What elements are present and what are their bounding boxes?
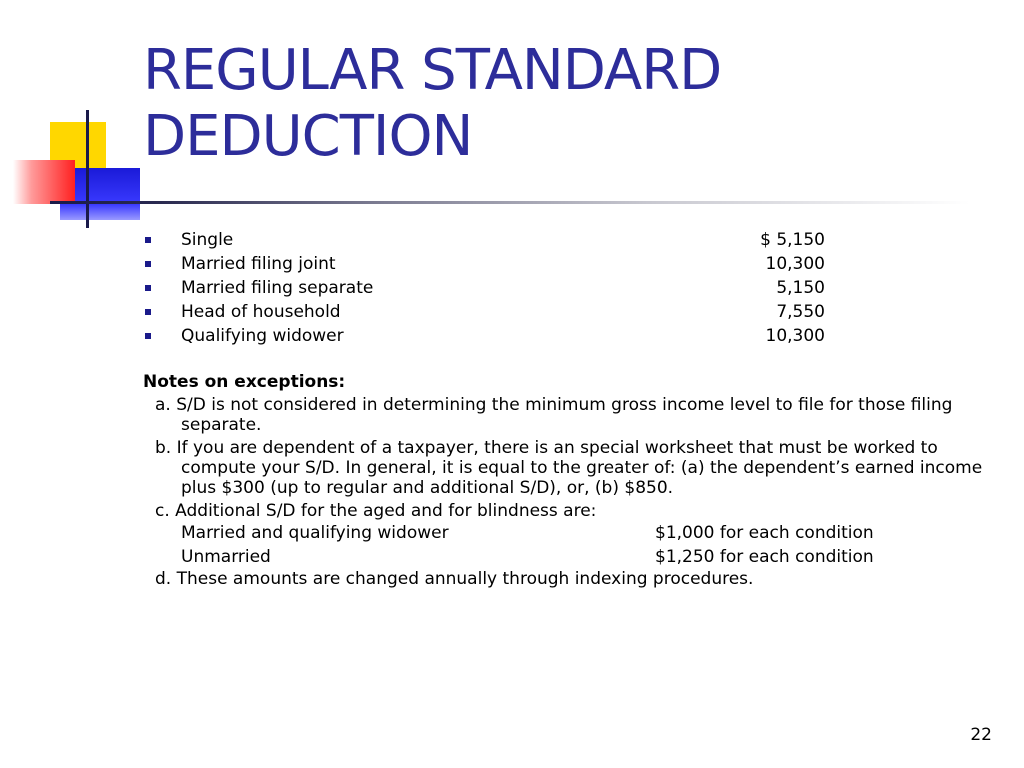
list-item bbox=[143, 300, 843, 324]
condition-label: Married and qualifying widower bbox=[181, 523, 449, 543]
square-bullet-icon bbox=[145, 285, 151, 291]
deduction-amount: 10,300 bbox=[765, 326, 825, 346]
condition-label: Unmarried bbox=[181, 547, 271, 567]
condition-row bbox=[143, 545, 1003, 569]
condition-amount: $1,000 for each condition bbox=[655, 523, 874, 543]
title-underline bbox=[50, 201, 970, 204]
page-number: 22 bbox=[970, 725, 992, 745]
deduction-amount: 10,300 bbox=[765, 254, 825, 274]
list-item bbox=[143, 252, 843, 276]
list-item bbox=[143, 228, 843, 252]
list-item bbox=[143, 276, 843, 300]
vertical-rule-decoration bbox=[86, 110, 89, 228]
square-bullet-icon bbox=[145, 261, 151, 267]
square-bullet-icon bbox=[145, 309, 151, 315]
note-d: d. These amounts are changed annually through indexing procedures. bbox=[155, 569, 754, 589]
filing-status-label: Head of household bbox=[181, 302, 341, 322]
filing-status-label: Married filing separate bbox=[181, 278, 374, 298]
list-item bbox=[143, 324, 843, 348]
red-square-decoration bbox=[13, 160, 75, 204]
filing-status-label: Single bbox=[181, 230, 234, 250]
notes-heading: Notes on exceptions: bbox=[143, 372, 346, 392]
exception-notes bbox=[143, 372, 1003, 592]
note-a: a. S/D is not considered in determining the minimum gross income level to file for those filing separate. bbox=[155, 395, 953, 435]
condition-row bbox=[143, 521, 1003, 545]
note-c: c. Additional S/D for the aged and for blindness are: bbox=[155, 501, 597, 521]
condition-amount: $1,250 for each condition bbox=[655, 547, 874, 567]
filing-status-label: Qualifying widower bbox=[181, 326, 344, 346]
deduction-amount: 7,550 bbox=[776, 302, 825, 322]
deduction-amount: 5,150 bbox=[776, 278, 825, 298]
filing-status-label: Married filing joint bbox=[181, 254, 336, 274]
note-b: b. If you are dependent of a taxpayer, there is an special worksheet that must be worked to compute your S/D. In general, it is equal to the greater of: (a) the dependent’s earned income plus $300 (up to regular and additional S/D), or, (b) $850. bbox=[155, 438, 983, 498]
square-bullet-icon bbox=[145, 333, 151, 339]
square-bullet-icon bbox=[145, 237, 151, 243]
slide-title: REGULAR STANDARD DEDUCTION bbox=[143, 38, 722, 169]
deduction-amount: $ 5,150 bbox=[760, 230, 825, 250]
deduction-list bbox=[143, 228, 843, 348]
